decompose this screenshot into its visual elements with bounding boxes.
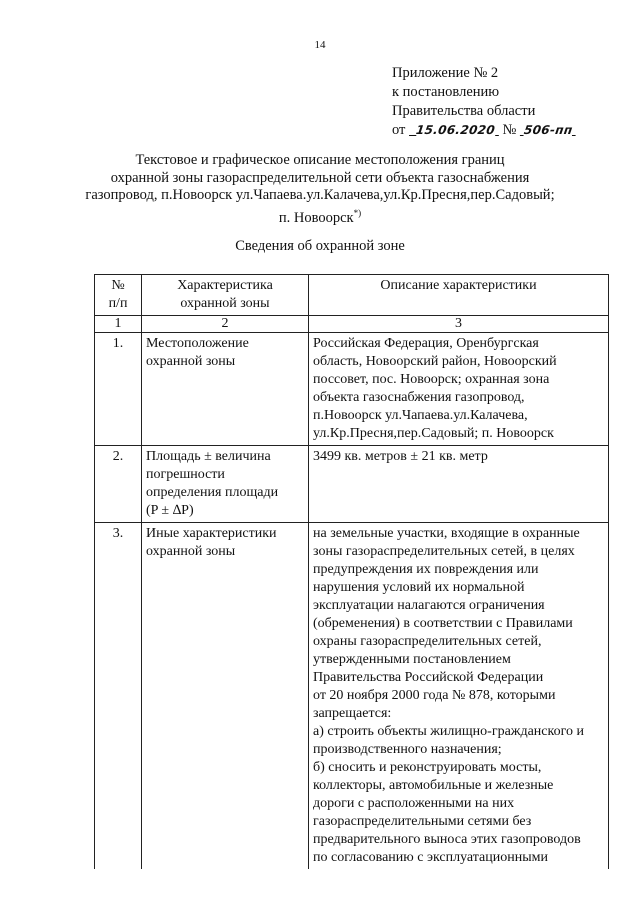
appendix-date-line [392, 121, 576, 140]
table-header-row [95, 275, 609, 316]
title-line: охранной зоны газораспределительной сети объекта газоснабжения [110, 169, 530, 186]
row-number-cell: 1. [95, 333, 142, 446]
column-number-row [95, 316, 609, 333]
number-label: № [502, 122, 517, 138]
footnote-mark: *) [353, 207, 362, 218]
table-row [95, 333, 609, 446]
characteristic-cell: Иные характеристики охранной зоны [142, 523, 309, 870]
appendix-block [392, 64, 576, 140]
header-cell: Описание характеристики [309, 275, 609, 316]
table-row [95, 446, 609, 523]
title-line [70, 205, 570, 227]
page-number: 14 [314, 39, 326, 51]
handwritten-number: 506-пп [522, 123, 574, 137]
appendix-line: Правительства области [392, 103, 536, 119]
description-cell: на земельные участки, входящие в охранные зоны газораспределительных сетей, в целях предупреждения их повреждения или нарушения условий их нормальной эксплуатации налагаются ограничения (обременения) в соответствии с Правилами охраны газораспределительных сетей, утвержденными постановлением Правительства Российской Федерации от 20 ноября 2000 года № 878, которыми запрещается: а) строить объекты жилищно-гражданского и производственного назначения; б) сносить и реконструировать мосты, коллекторы, автомобильные и железные дороги с расположенными на них газораспределительными сетями без предварительного выноса этих газопроводов по согласованию с эксплуатационными [309, 523, 609, 870]
characteristic-cell: Площадь ± величина погрешности определения площади (P ± ∆P) [142, 446, 309, 523]
protection-zone-table [94, 274, 609, 869]
document-title [70, 152, 570, 227]
row-number-cell: 2. [95, 446, 142, 523]
header-cell: Характеристика охранной зоны [142, 275, 309, 316]
appendix-line: к постановлению [392, 84, 500, 100]
title-line: газопровод, п.Новоорск ул.Чапаева.ул.Калачева,ул.Кр.Пресня,пер.Садовый; [85, 187, 555, 203]
column-number-cell: 3 [309, 316, 609, 333]
date-underline [409, 122, 499, 138]
description-cell: 3499 кв. метров ± 21 кв. метр [309, 446, 609, 523]
table-row [95, 523, 609, 870]
characteristic-cell: Местоположение охранной зоны [142, 333, 309, 446]
appendix-line: Приложение № 2 [392, 65, 499, 81]
row-number-cell: 3. [95, 523, 142, 870]
title-line-text: п. Новоорск [278, 209, 354, 226]
from-label: от [392, 122, 406, 138]
number-underline [520, 122, 576, 138]
section-subtitle: Сведения об охранной зоне [235, 238, 405, 254]
header-cell: № п/п [95, 275, 142, 316]
description-cell: Российская Федерация, Оренбургская область, Новоорский район, Новоорский поссовет, пос. Новоорск; охранная зона объекта газоснабжения газопровод, п.Новоорск ул.Чапаева.ул.Калачева, ул.Кр.Пресня,пер.Садовый; п. Новоорск [309, 333, 609, 446]
column-number-cell: 1 [95, 316, 142, 333]
column-number-cell: 2 [142, 316, 309, 333]
title-line: Текстовое и графическое описание местоположения границ [135, 152, 505, 168]
handwritten-date: 15.06.2020 [415, 123, 497, 137]
